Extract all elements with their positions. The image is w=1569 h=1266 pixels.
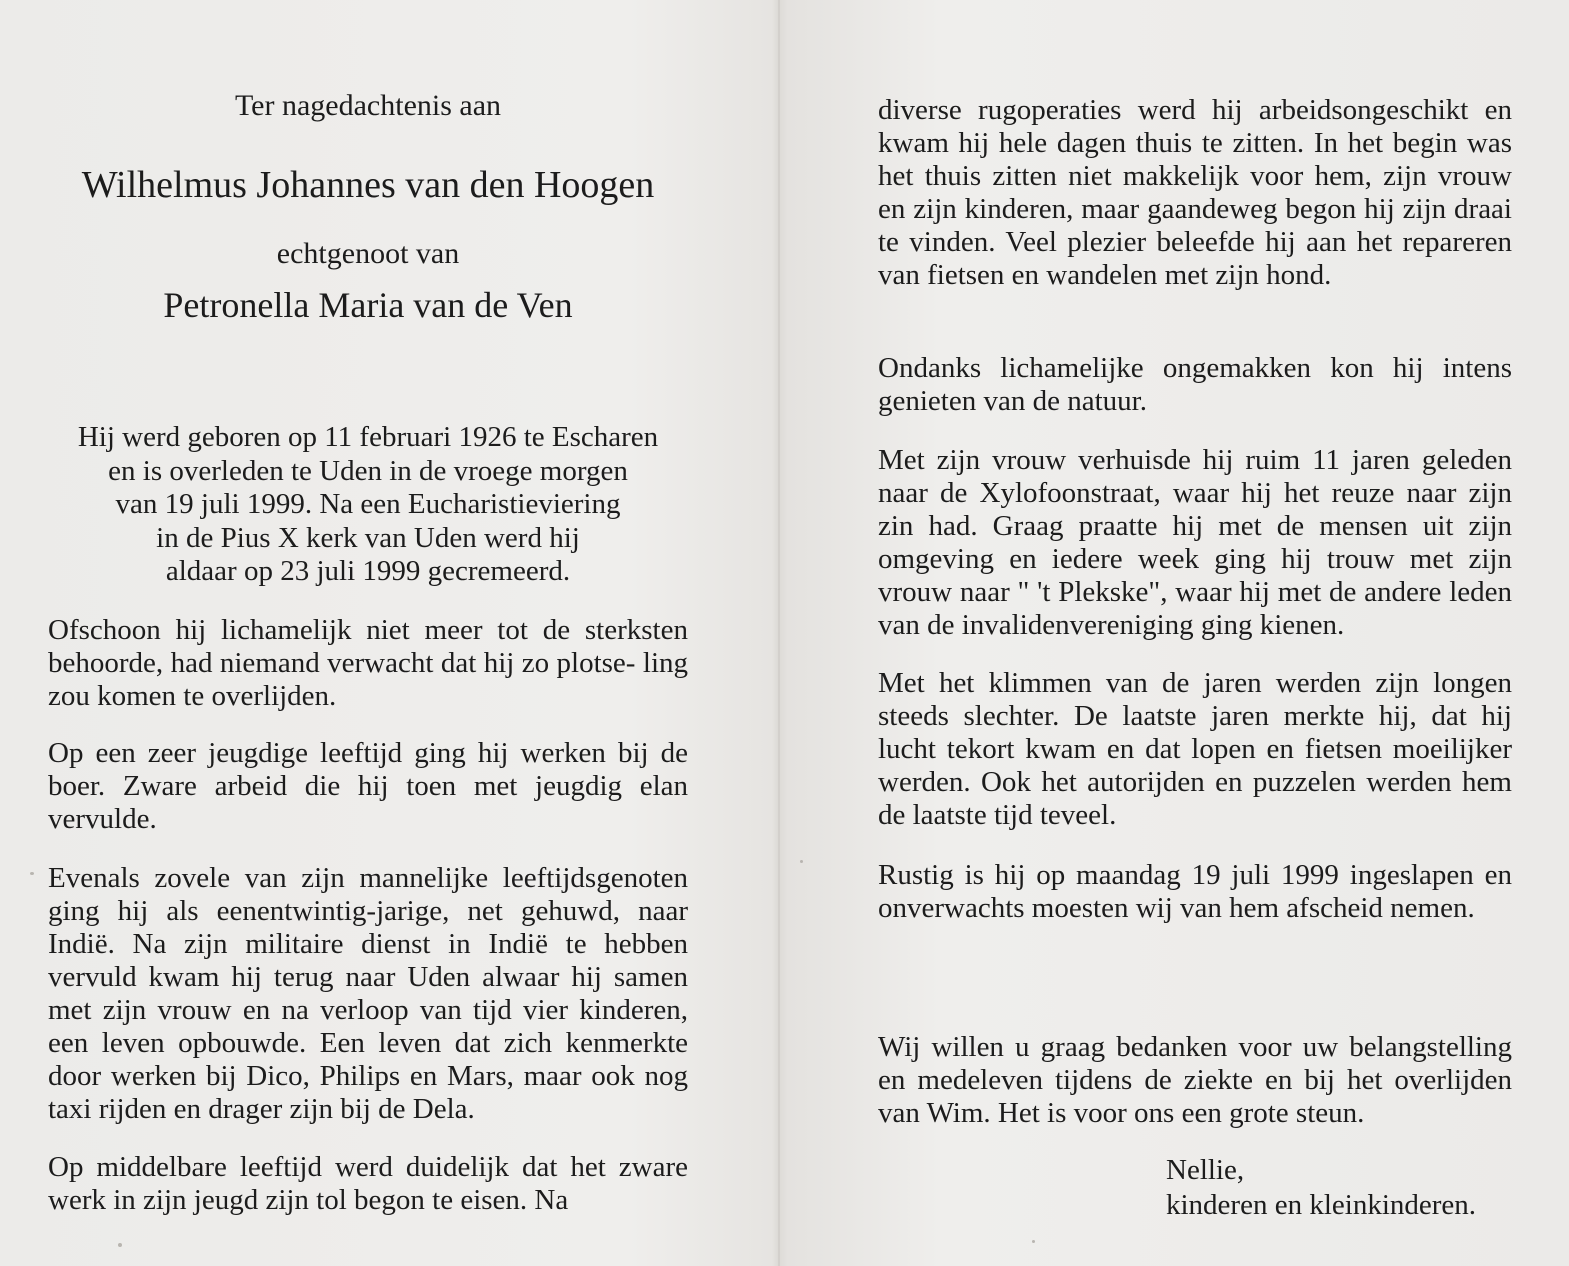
birth-line: in de Pius X kerk van Uden werd hij [156, 521, 580, 554]
birth-death-block [48, 421, 688, 589]
paragraph-passing: Rustig is hij op maandag 19 juli 1999 ingeslapen en onverwachts moesten wij van hem afscheid nemen. [878, 859, 1512, 924]
card-fold-line [778, 0, 780, 1266]
left-panel [48, 0, 688, 1266]
deceased-name: Wilhelmus Johannes van den Hoogen [81, 164, 655, 206]
signature-line: Nellie, [1166, 1154, 1245, 1186]
paragraph-life-story: Evenals zovele van zijn mannelijke leeftijdsgenoten ging hij als eenentwintig-jarige, net gehuwd, naar Indië. Na zijn militaire dienst in Indië te hebben vervuld kwam hij terug naar Uden alwaar hij samen met zijn vrouw en na verloop van tijd vier kinderen, een leven opbouwde. Een leven dat zich kenmerkte door werken bij Dico, Philips en Mars, maar ook nog taxi rijden en drager zijn bij de Dela. [48, 862, 688, 1125]
paragraph-youth-work: Op een zeer jeugdige leeftijd ging hij werken bij de boer. Zware arbeid die hij toen met jeugdig elan vervulde. [48, 737, 688, 835]
spouse-name: Petronella Maria van de Ven [163, 285, 573, 325]
birth-line: van 19 juli 1999. Na een Eucharistieviering [115, 488, 621, 520]
paragraph-moving: Met zijn vrouw verhuisde hij ruim 11 jaren geleden naar de Xylofoonstraat, waar hij het reuze naar zijn zin had. Graag praatte hij met de mensen uit zijn omgeving en iedere week ging hij trouw met zijn vrouw naar " 't Plekske", waar hij met de andere leden van de invalidenvereniging ging kienen. [878, 444, 1512, 641]
birth-line: aldaar op 23 juli 1999 gecremeerd. [165, 555, 571, 587]
paragraph-back-surgery: diverse rugoperaties werd hij arbeidsongeschikt en kwam hij hele dagen thuis te zitten. In het begin was het thuis zitten niet makkelijk voor hem, zijn vrouw en zijn kinderen, maar gaandeweg begon hij zijn draai te vinden. Veel plezier beleefde hij aan het repareren van fietsen en wandelen met zijn hond. [878, 94, 1512, 291]
paper-speck [800, 860, 803, 863]
signature-block [1166, 1153, 1512, 1223]
right-panel [878, 0, 1512, 1266]
birth-line: Hij werd geboren op 11 februari 1926 te Escharen [77, 421, 659, 453]
signature-line: kinderen en kleinkinderen. [1166, 1189, 1477, 1221]
paper-speck [30, 872, 34, 875]
paper-speck [1032, 1240, 1035, 1243]
paper-speck [118, 1243, 122, 1247]
paragraph-health: Ofschoon hij lichamelijk niet meer tot de sterksten behoorde, had niemand verwacht dat hij zo plotse- ling zou komen te overlijden. [48, 614, 688, 712]
paragraph-nature: Ondanks lichamelijke ongemakken kon hij intens genieten van de natuur. [878, 352, 1512, 417]
spouse-of-label: echtgenoot van [276, 237, 460, 270]
paragraph-middle-age: Op middelbare leeftijd werd duidelijk dat het zware werk in zijn jeugd zijn tol begon te eisen. Na [48, 1151, 688, 1216]
intro-text: Ter nagedachtenis aan [234, 89, 502, 122]
paragraph-lungs: Met het klimmen van de jaren werden zijn longen steeds slechter. De laatste jaren merkte hij, dat hij lucht tekort kwam en dat lopen en fietsen moeilijker werden. Ook het autorijden en puzzelen werden hem de laatste tijd teveel. [878, 667, 1512, 831]
birth-line: en is overleden te Uden in de vroege morgen [108, 454, 628, 487]
thanks-text: Wij willen u graag bedanken voor uw belangstelling en medeleven tijdens de ziekte en bij het overlijden van Wim. Het is voor ons een grote steun. [878, 1031, 1512, 1129]
